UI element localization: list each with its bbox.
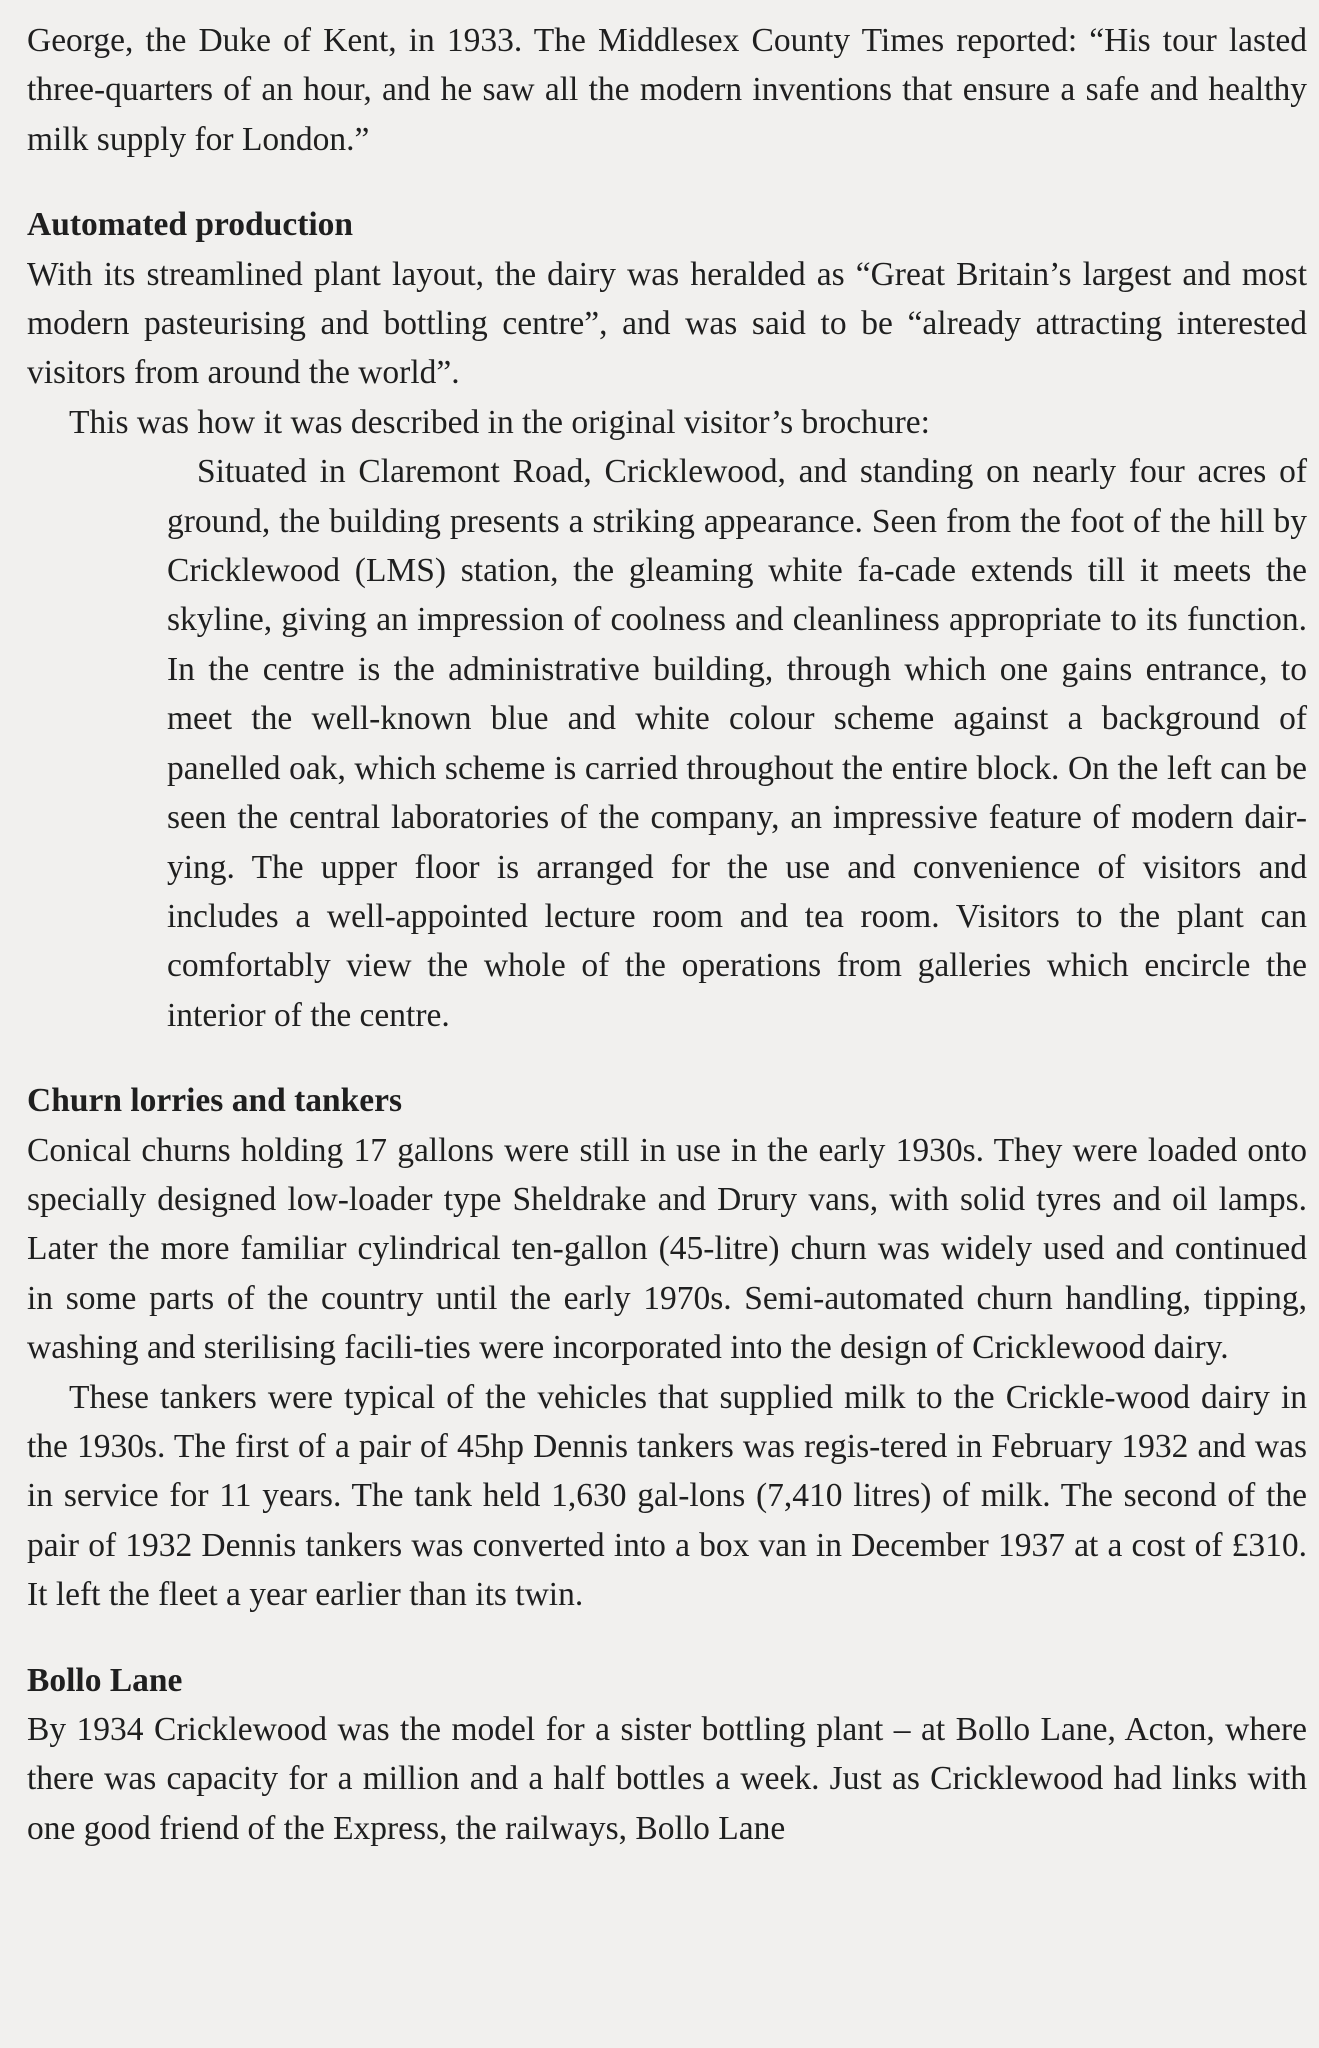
section-automated-production	[27, 200, 1307, 1040]
section-bollo-lane	[27, 1656, 1307, 1854]
body-paragraph: Conical churns holding 17 gallons were still in use in the early 1930s. They were loaded onto specially designed low-loader type Sheldrake and Drury vans, with solid tyres and oil lamps. Later the more familiar cylindrical ten-gallon (45-litre) churn was widely used and continued in some parts of the country until the early 1970s. Semi-automated churn handling, tipping, washing and sterilising facili-ties were incorporated into the design of Cricklewood dairy.	[27, 1131, 1307, 1367]
body-paragraph: By 1934 Cricklewood was the model for a sister bottling plant – at Bollo Lane, Acton, where there was capacity for a million and a half bottles a week. Just as Cricklewood had links with one good friend of the Express, the railways, Bollo Lane	[27, 1711, 1307, 1847]
body-paragraph: With its streamlined plant layout, the dairy was heralded as “Great Britain’s largest and most modern pasteurising and bottling centre”, and was said to be “already attracting interested visitors from around the world”.	[27, 255, 1307, 392]
section-heading: Churn lorries and tankers	[27, 1082, 403, 1120]
body-paragraph: These tankers were typical of the vehicles that supplied milk to the Crickle-wood dairy in the 1930s. The first of a pair of 45hp Dennis tankers was regis-tered in February 1932 and was in service for 11 years. The tank held 1,630 gal-lons (7,410 litres) of milk. The second of the pair of 1932 Dennis tankers was converted into a box van in December 1937 at a cost of £310. It left the fleet a year earlier than its twin.	[27, 1378, 1307, 1614]
section-churn-lorries	[27, 1076, 1307, 1619]
section-gap	[27, 1040, 1307, 1076]
opening-paragraph: George, the Duke of Kent, in 1933. The Middlesex County Times reported: “His tour lasted three-quarters of an hour, and he saw all the modern inventions that ensure a safe and healthy milk supply for London.”	[27, 22, 1307, 158]
brochure-quote: Situated in Claremont Road, Cricklewood, and standing on nearly four acres of ground, the building presents a striking appearance. Seen from the foot of the hill by Cricklewood (LMS) station, the gleaming white fa-cade extends till it meets the skyline, giving an impression of coolness and cleanliness appropriate to its function. In the centre is the administrative building, through which one gains entrance, to meet the well-known blue and white colour scheme against a background of panelled oak, which scheme is carried throughout the entire block. On the left can be seen the central laboratories of the company, an impressive feature of modern dair-ying. The upper floor is arranged for the use and convenience of visitors and includes a well-appointed lecture room and tea room. Visitors to the plant can comfortably view the whole of the operations from galleries which encircle the interior of the centre.	[167, 453, 1307, 1034]
section-gap	[27, 164, 1307, 200]
body-paragraph: This was how it was described in the original visitor’s brochure:	[69, 403, 930, 441]
section-heading: Bollo Lane	[27, 1661, 183, 1699]
section-heading: Automated production	[27, 206, 354, 244]
section-gap	[27, 1620, 1307, 1656]
document-page	[27, 16, 1307, 1853]
